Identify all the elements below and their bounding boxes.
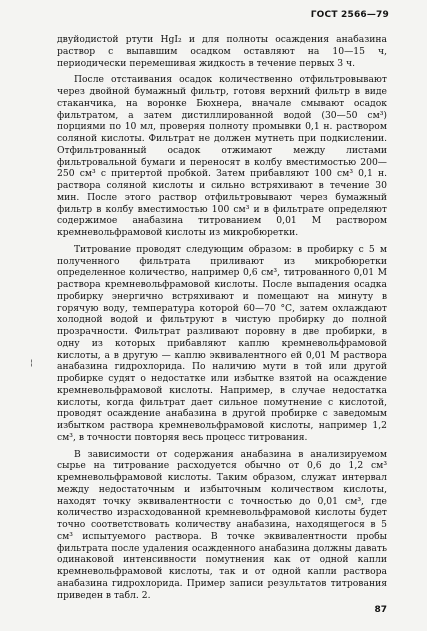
standard-header: ГОСТ 2566—79 bbox=[310, 10, 389, 20]
paragraph-continuation: двуйодистой ртути HgI₂ и для полноты осаждения анабазина раствор с выпавшим осадком оставляют на 10—15 ч, периодически перемешивая жидкость в течение первых 3 ч. bbox=[57, 34, 387, 69]
paragraph-equivalence: В зависимости от содержания анабазина в анализируемом сырье на титрование расходуется обычно от 0,6 до 1,2 см³ кремневольфрамовой кислоты. Таким образом, служат интервал между недостаточным и избыточным количеством кислоты, находят точку эквивалентности с точностью до 0,01 см³, где количество израсходованной кремневольфрамовой кислоты будет точно соответствовать количеству анабазина, находящегося в 5 см³ испытуемого раствора. В точке эквивалентности пробы фильтрата после удаления осажденного анабазина должны давать одинаковой интенсивности помутнения как от одной капли кремневольфрамовой кислоты, так и от одной капли раствора анабазина гидрохлорида. Пример записи результатов титрования приведен в табл. 2. bbox=[57, 448, 387, 601]
margin-mark: ¦ bbox=[30, 358, 33, 367]
paragraph-filtration: После отстаивания осадок количественно отфильтровывают через двойной бумажный фильтр, готовя верхний фильтр в виде стаканчика, на воронке Бюхнера, вначале смывают осадок фильтратом, а затем дистиллированной водой (30—50 см³) порциями по 10 мл, проверяя полноту промывки 0,1 н. раствором соляной кислоты. Фильтрат не должен мутнеть при подкислении. Отфильтрованный осадок отжимают между листами фильтровальной бумаги и переносят в колбу вместимостью 200—250 см³ с притертой пробкой. Затем прибавляют 100 см³ 0,1 н. раствора соляной кислоты и сильно встряхивают в течение 30 мин. После этого раствор отфильтровывают через бумажный фильтр в колбу вместимостью 100 см³ и в фильтрате определяют содержимое анабазина титрованием 0,01 М раствором кремневольфрамовой кислоты из микробюретки. bbox=[57, 74, 387, 238]
paragraph-titration: Титрование проводят следующим образом: в пробирку с 5 м полученного фильтрата приливают из микробюретки определенное количество, например 0,6 см³, титрованного 0,01 М раствора кремневольфрамовой кислоты. После выпадения осадка пробирку энергично встряхивают и помещают на минуту в горячую воду, температура которой 60—70 °С, затем охлаждают холодной водой и фильтруют в чистую пробирку до полной прозрачности. Фильтрат разливают поровну в две пробирки, в одну из которых прибавляют каплю кремневольфрамовой кислоты, а в другую — каплю эквивалентного ей 0,01 М раствора анабазина гидрохлорида. По наличию мути в той или другой пробирке судят о недостатке или избытке взятой на осаждение кремневольфрамовой кислоты. Например, в случае недостатка кислоты, когда фильтрат дает сильное помутнение с кислотой, проводят осаждение анабазина в другой пробирке с заведомым избытком раствора кремневольфрамовой кислоты, например 1,2 см³, в точности повторяя весь процесс титрования. bbox=[57, 243, 387, 443]
body-text bbox=[57, 34, 387, 601]
page-number: 87 bbox=[374, 605, 387, 615]
